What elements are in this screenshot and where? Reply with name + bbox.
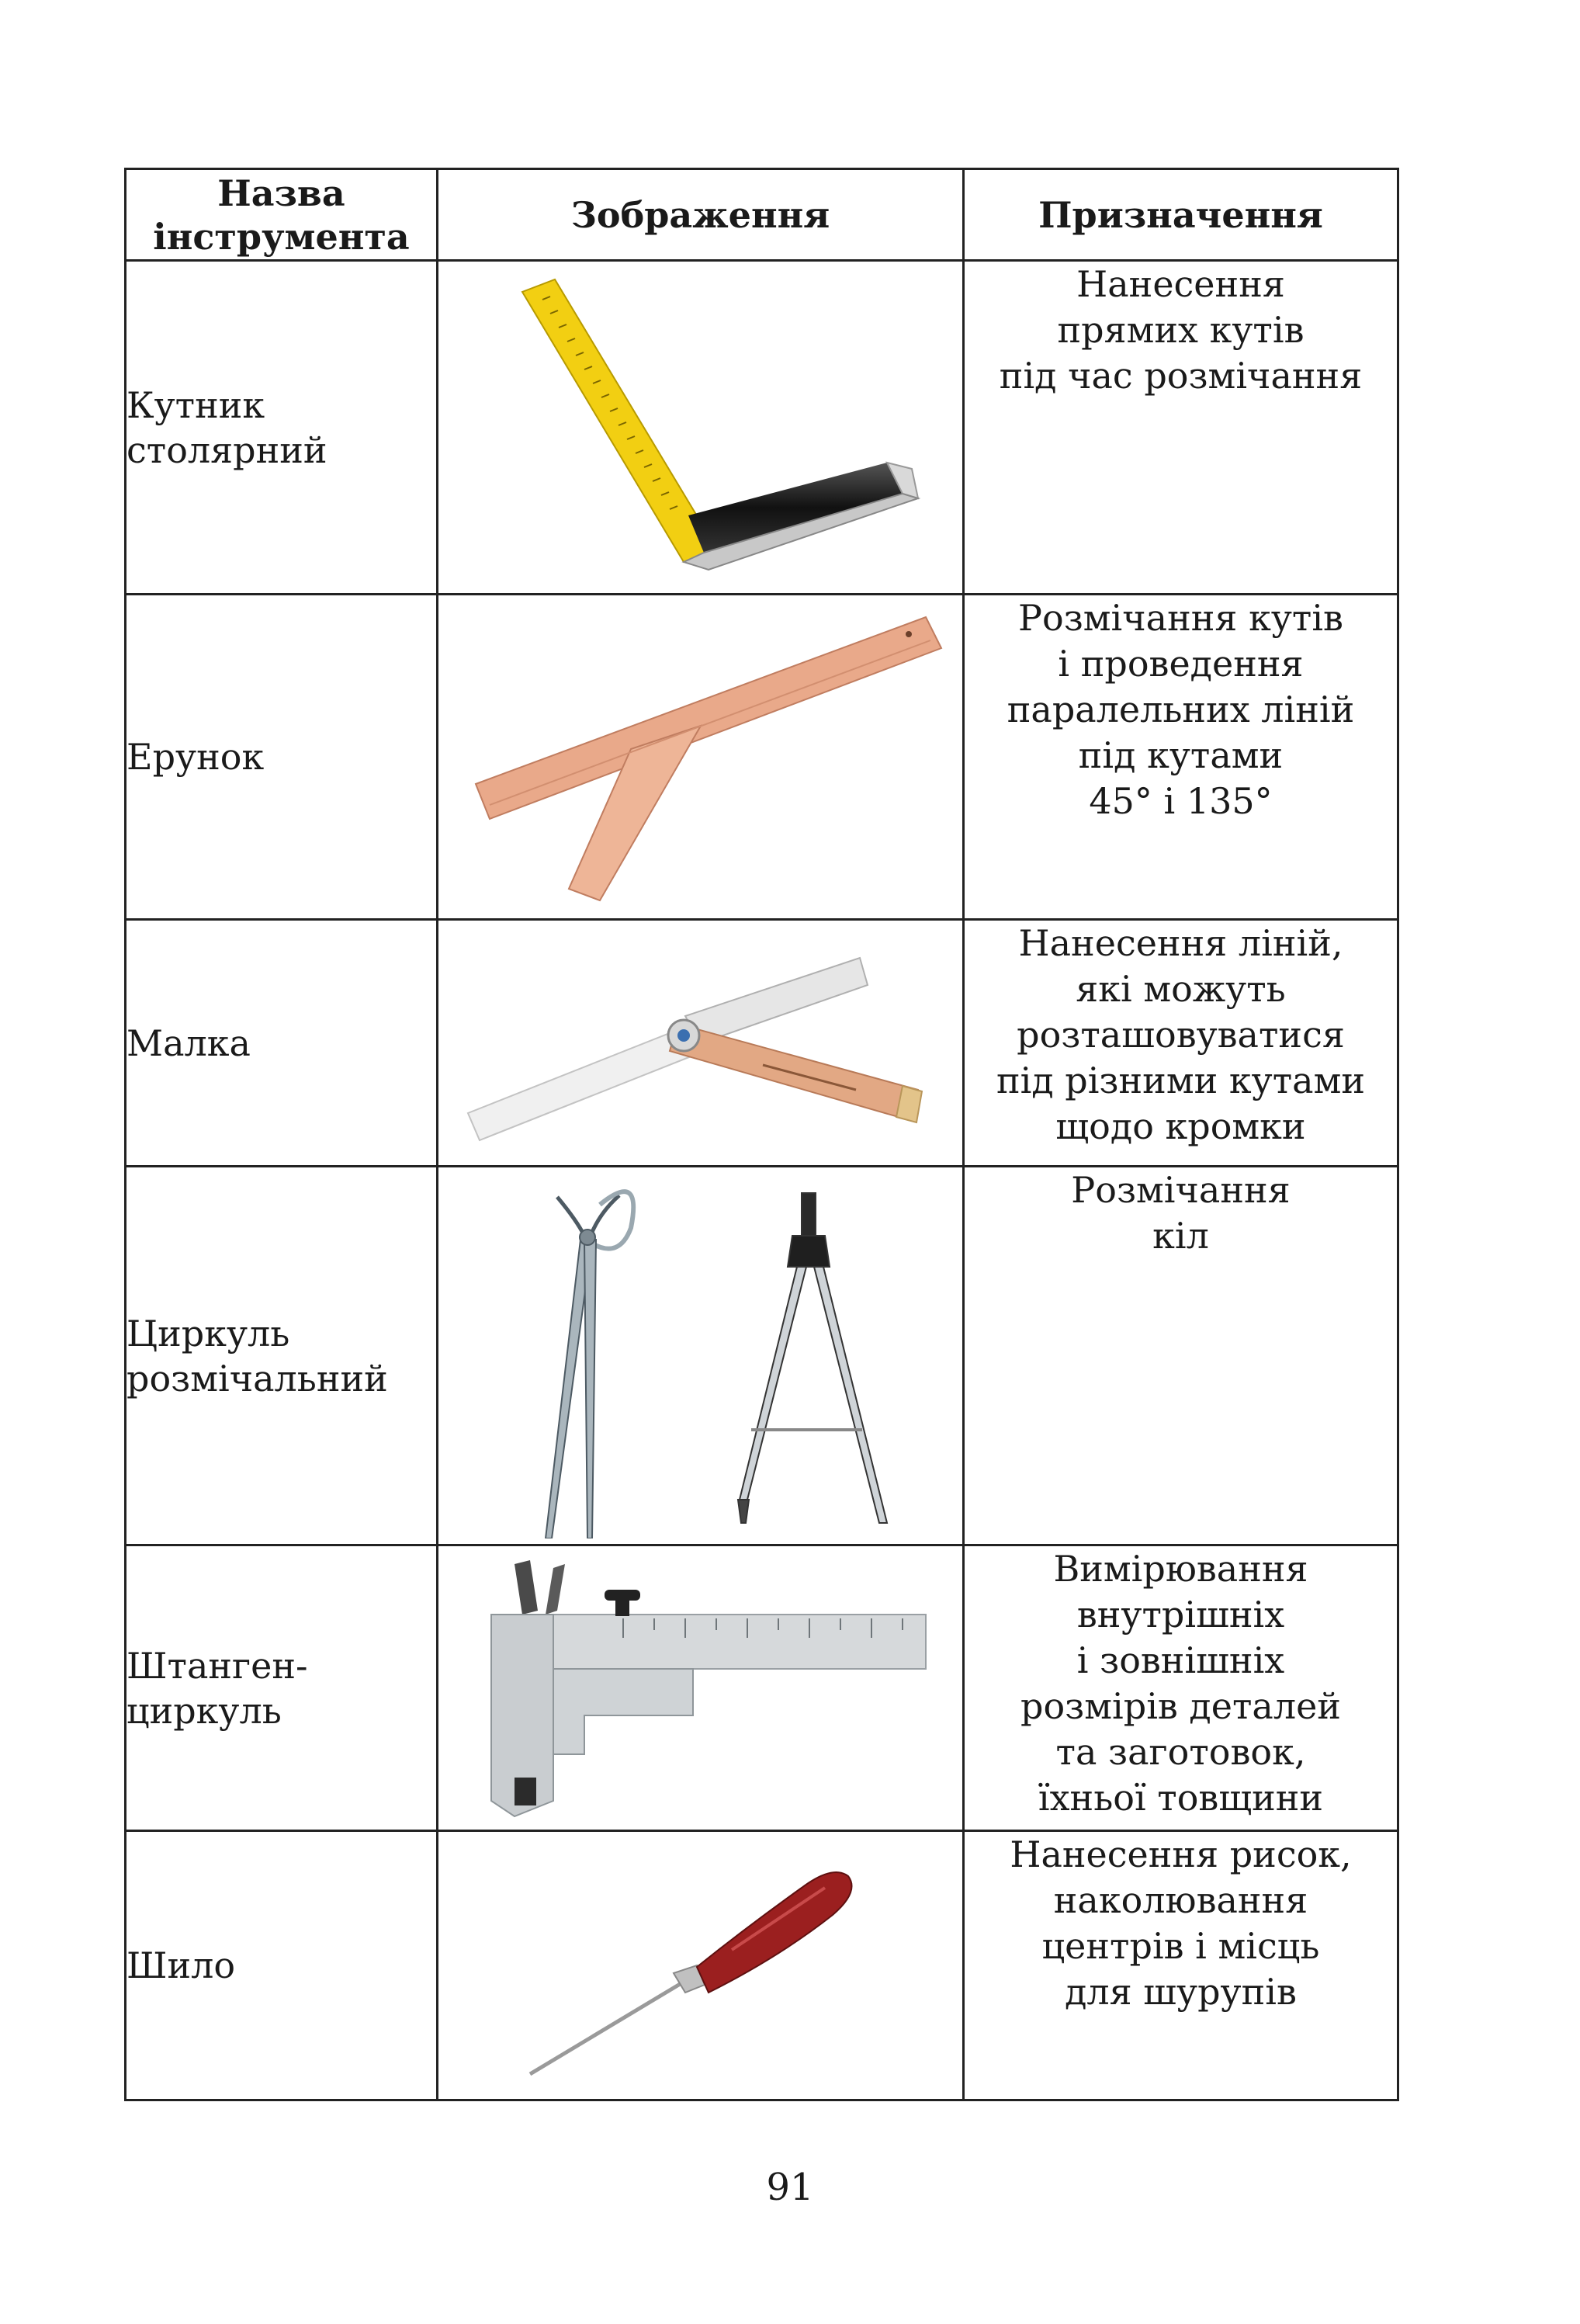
sliding-bevel-icon — [452, 927, 949, 1160]
table-row — [126, 1167, 1398, 1545]
tool-name: Штанген- циркуль — [126, 1545, 438, 1831]
header-purpose: Призначення — [964, 169, 1398, 261]
page-number: 91 — [766, 2166, 814, 2209]
header-tool-name: Назва інструмента — [126, 169, 438, 261]
table-row — [126, 920, 1398, 1167]
tool-name: Кутник столярний — [126, 261, 438, 595]
tool-purpose: Нанесення прямих кутів під час розмічання — [964, 261, 1398, 595]
tool-purpose: Нанесення рисок, наколювання центрів і місць для шурупів — [964, 1831, 1398, 2100]
tool-name: Циркуль розмічальний — [126, 1167, 438, 1545]
compass-icon — [483, 1174, 918, 1538]
table-row — [126, 261, 1398, 595]
table-row — [126, 1831, 1398, 2100]
header-row — [126, 169, 1398, 261]
awl-icon — [499, 1841, 903, 2090]
header-image: Зображення — [438, 169, 964, 261]
tool-purpose: Розмічання кутів і проведення паралельних ліній під кутами 45° і 135° — [964, 595, 1398, 920]
bevel-square-icon — [452, 602, 949, 912]
tool-name: Шило — [126, 1831, 438, 2100]
tool-name: Малка — [126, 920, 438, 1167]
tool-purpose: Розмічання кіл — [964, 1167, 1398, 1545]
tool-name: Ерунок — [126, 595, 438, 920]
tool-purpose: Вимірювання внутрішніх і зовнішніх розмірів деталей та заготовок, їхньої товщини — [964, 1545, 1398, 1831]
table-row — [126, 595, 1398, 920]
tool-purpose: Нанесення ліній, які можуть розташовуватися під різними кутами щодо кромки — [964, 920, 1398, 1167]
carpenter-square-icon — [468, 269, 934, 587]
tools-table — [124, 168, 1399, 2101]
caliper-icon — [468, 1552, 934, 1824]
table-row — [126, 1545, 1398, 1831]
